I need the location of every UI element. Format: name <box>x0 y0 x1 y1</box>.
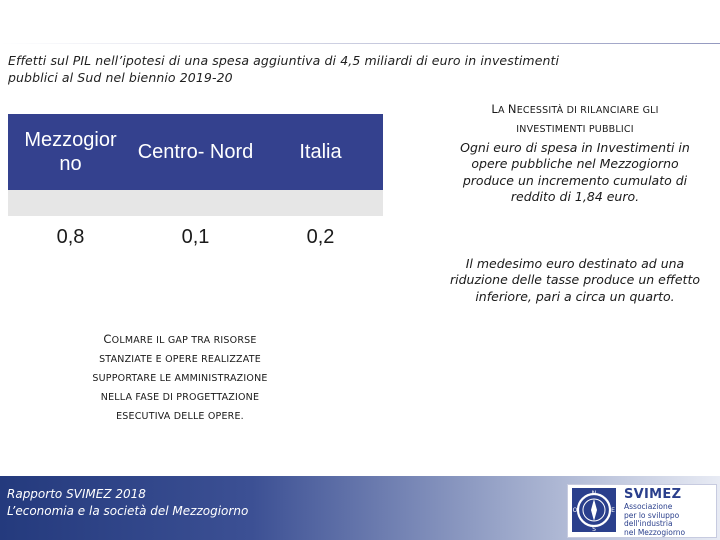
title-rule <box>0 43 720 44</box>
emblem-letter-o: O <box>572 507 578 514</box>
emblem-letter-n: N <box>591 490 597 497</box>
page-title-line1: Effetti sul PIL nell’ipotesi di una spesa aggiuntiva di 4,5 miliardi di euro in investimenti <box>8 53 560 68</box>
left-note-line3: SUPPORTARE LE AMMINISTRAZIONE <box>92 373 268 384</box>
value-italia: 0,2 <box>306 225 335 248</box>
side-heading-line1: LA NECESSITÀ DI RILANCIARE GLI <box>491 102 659 116</box>
compass-emblem-icon <box>571 487 617 533</box>
logo-description: Associazione per lo sviluppo dell'industria nel Mezzogiorno <box>624 502 686 537</box>
footer-text <box>7 486 307 520</box>
left-note-line1: COLMARE IL GAP TRA RISORSE <box>103 332 257 346</box>
table-header-row <box>8 114 383 190</box>
left-note <box>78 330 282 426</box>
table-row <box>8 216 383 258</box>
column-header-centro-nord: Centro- Nord <box>133 114 258 190</box>
emblem-letter-e: E <box>611 507 615 514</box>
page-title-line2: pubblici al Sud nel biennio 2019-20 <box>8 70 233 85</box>
column-header-mezzogiorno: Mezzogior no <box>8 114 133 190</box>
side-heading <box>450 100 700 139</box>
left-note-line2: STANZIATE E OPERE REALIZZATE <box>99 354 261 365</box>
table-spacer-row <box>8 190 383 216</box>
value-centro-nord: 0,1 <box>181 225 210 248</box>
page-title <box>8 52 608 86</box>
left-note-line5: ESECUTIVA DELLE OPERE. <box>116 411 244 422</box>
side-heading-line2: INVESTIMENTI PUBBLICI <box>516 124 634 135</box>
side-paragraph-1: Ogni euro di spesa in Investimenti in opere pubbliche nel Mezzogiorno produce un incremento cumulato di reddito di 1,84 euro. <box>460 140 690 205</box>
emblem-letter-s: S <box>592 526 596 533</box>
gdp-effects-table <box>8 114 383 258</box>
value-mezzogiorno: 0,8 <box>56 225 85 248</box>
logo-name: SVIMEZ <box>624 487 682 502</box>
footer-report-title: Rapporto SVIMEZ 2018 <box>7 487 146 501</box>
column-header-italia: Italia <box>258 114 383 190</box>
left-note-line4: NELLA FASE DI PROGETTAZIONE <box>100 392 260 403</box>
footer-report-subtitle: L’economia e la società del Mezzogiorno <box>7 504 249 518</box>
side-paragraph-2: Il medesimo euro destinato ad una riduzione delle tasse produce un effetto inferiore, pari a circa un quarto. <box>450 256 701 304</box>
